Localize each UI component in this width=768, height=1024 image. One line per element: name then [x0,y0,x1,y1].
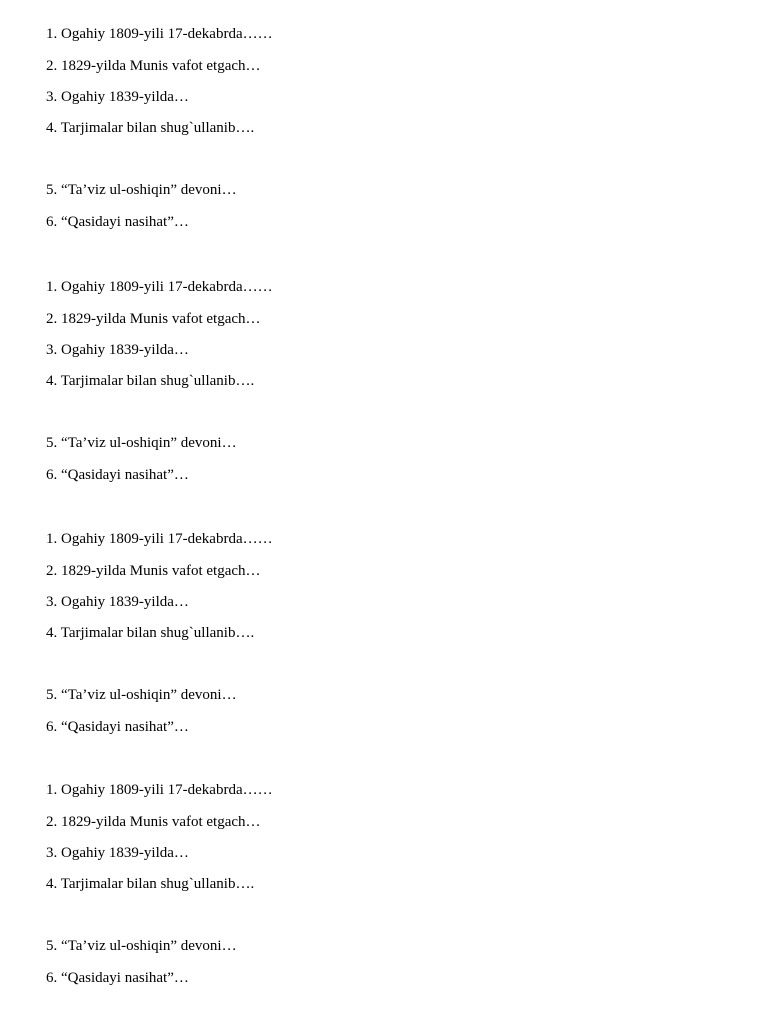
list-item: 2. 1829-yilda Munis vafot etgach… [46,814,261,830]
list-item: 3. Ogahiy 1839-yilda… [46,845,189,861]
list-item: 4. Tarjimalar bilan shug`ullanib…. [46,120,255,136]
list-item: 5. “Ta’viz ul-oshiqin” devoni… [46,435,237,451]
list-item: 6. “Qasidayi nasihat”… [46,719,189,735]
list-item: 6. “Qasidayi nasihat”… [46,970,189,986]
list-item: 2. 1829-yilda Munis vafot etgach… [46,563,261,579]
list-item: 5. “Ta’viz ul-oshiqin” devoni… [46,687,237,703]
list-item: 3. Ogahiy 1839-yilda… [46,342,189,358]
list-item: 4. Tarjimalar bilan shug`ullanib…. [46,625,255,641]
list-item: 2. 1829-yilda Munis vafot etgach… [46,311,261,327]
list-item: 1. Ogahiy 1809-yili 17-dekabrda…… [46,26,273,42]
list-item: 6. “Qasidayi nasihat”… [46,214,189,230]
list-item: 1. Ogahiy 1809-yili 17-dekabrda…… [46,782,273,798]
list-item: 2. 1829-yilda Munis vafot etgach… [46,58,261,74]
list-item: 6. “Qasidayi nasihat”… [46,467,189,483]
list-item: 5. “Ta’viz ul-oshiqin” devoni… [46,938,237,954]
list-item: 3. Ogahiy 1839-yilda… [46,594,189,610]
list-item: 4. Tarjimalar bilan shug`ullanib…. [46,876,255,892]
list-item: 1. Ogahiy 1809-yili 17-dekabrda…… [46,531,273,547]
list-item: 5. “Ta’viz ul-oshiqin” devoni… [46,182,237,198]
list-item: 4. Tarjimalar bilan shug`ullanib…. [46,373,255,389]
list-item: 3. Ogahiy 1839-yilda… [46,89,189,105]
list-item: 1. Ogahiy 1809-yili 17-dekabrda…… [46,279,273,295]
